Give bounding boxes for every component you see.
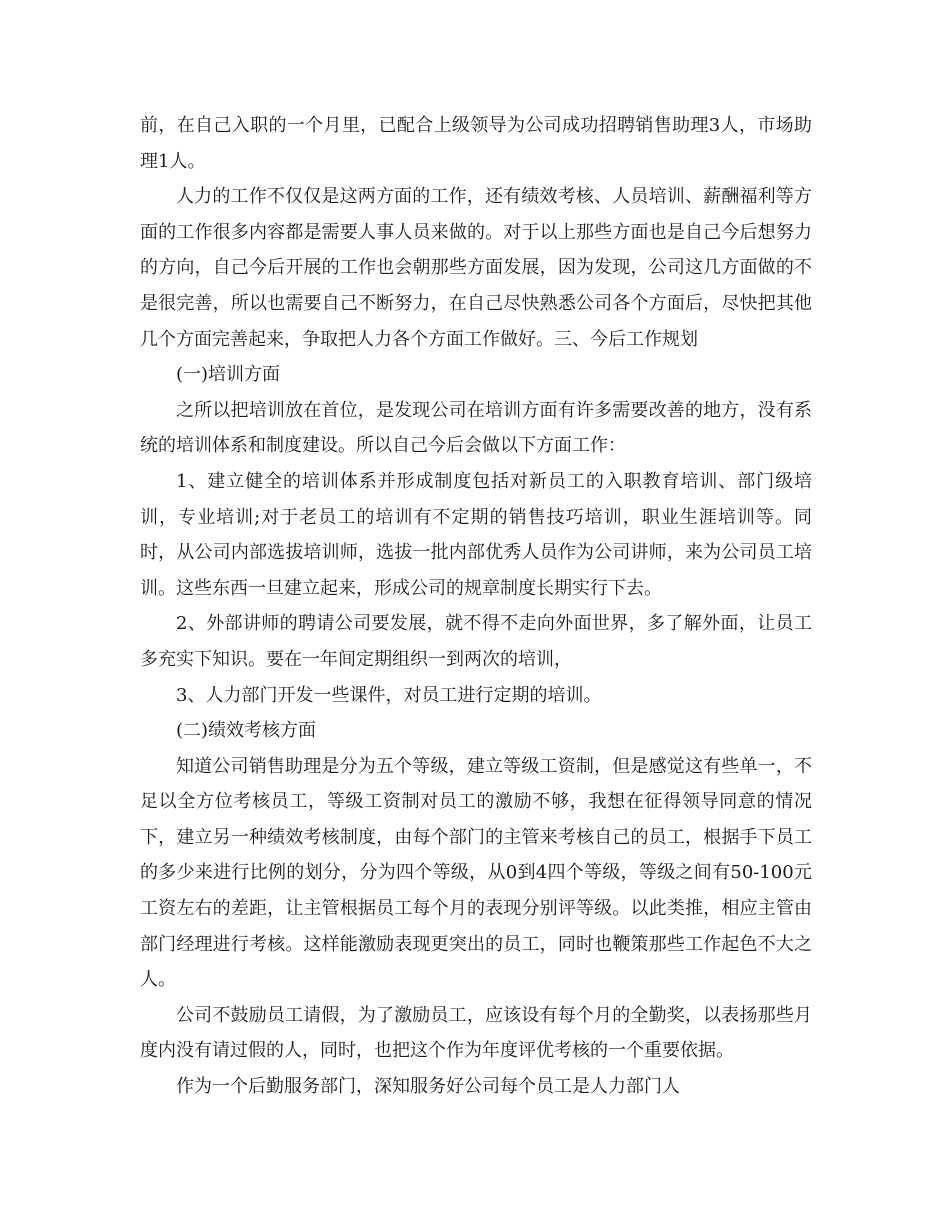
paragraph-2: 人力的工作不仅仅是这两方面的工作，还有绩效考核、人员培训、薪酬福利等方面的工作很多内容都是需要人事人员来做的。对于以上那些方面也是自己今后想努力的方向，自己今后开展的工作也会朝那些方面发展，因为发现，公司这几方面做的不是很完善，所以也需要自己不断努力，在自己尽快熟悉公司各个方面后，尽快把其他几个方面完善起来，争取把人力各个方面工作做好。三、今后工作规划 (140, 186, 812, 350)
paragraph-3: 之所以把培训放在首位，是发现公司在培训方面有许多需要改善的地方，没有系统的培训体系和制度建设。所以自己今后会做以下方面工作： (140, 399, 812, 457)
paragraph-6: 作为一个后勤服务部门，深知服务好公司每个员工是人力部门人 (176, 1076, 680, 1098)
paragraph-4: 知道公司销售助理是分为五个等级，建立等级工资制，但是感觉这有些单一，不足以全方位考核员工，等级工资制对员工的激励不够，我想在征得领导同意的情况下，建立另一种绩效考核制度，由每个部门的主管来考核自己的员工，根据手下员工的多少来进行比例的划分，分为四个等级，从0到4四个等级，等级之间有50-100元工资左右的差距，让主管根据员工每个月的表现分别评等级。以此类推，相应主管由部门经理进行考核。这样能激励表现更突出的员工，同时也鞭策那些工作起色不大之人。 (140, 755, 812, 991)
section-heading-performance: (二)绩效考核方面 (176, 720, 317, 742)
list-item-3: 3、人力部门开发一些课件，对员工进行定期的培训。 (176, 684, 602, 706)
paragraph-1: 前，在自己入职的一个月里，已配合上级领导为公司成功招聘销售助理3人，市场助理1人。 (140, 115, 812, 172)
paragraph-5: 公司不鼓励员工请假，为了激励员工，应该设有每个月的全勤奖，以表扬那些月度内没有请过假的人，同时，也把这个作为年度评优考核的一个重要依据。 (140, 1004, 812, 1062)
section-heading-training: (一)培训方面 (176, 364, 281, 386)
list-item-2: 2、外部讲师的聘请公司要发展，就不得不走向外面世界，多了解外面，让员工多充实下知识。要在一年间定期组织一到两次的培训， (140, 613, 812, 670)
list-item-1: 1、建立健全的培训体系并形成制度包括对新员工的入职教育培训、部门级培训，专业培训;对于老员工的培训有不定期的销售技巧培训，职业生涯培训等。同时，从公司内部选拔培训师，选拔一批内部优秀人员作为公司讲师，来为公司员工培训。这些东西一旦建立起来，形成公司的规章制度长期实行下去。 (140, 470, 812, 599)
document-page (140, 108, 812, 1105)
